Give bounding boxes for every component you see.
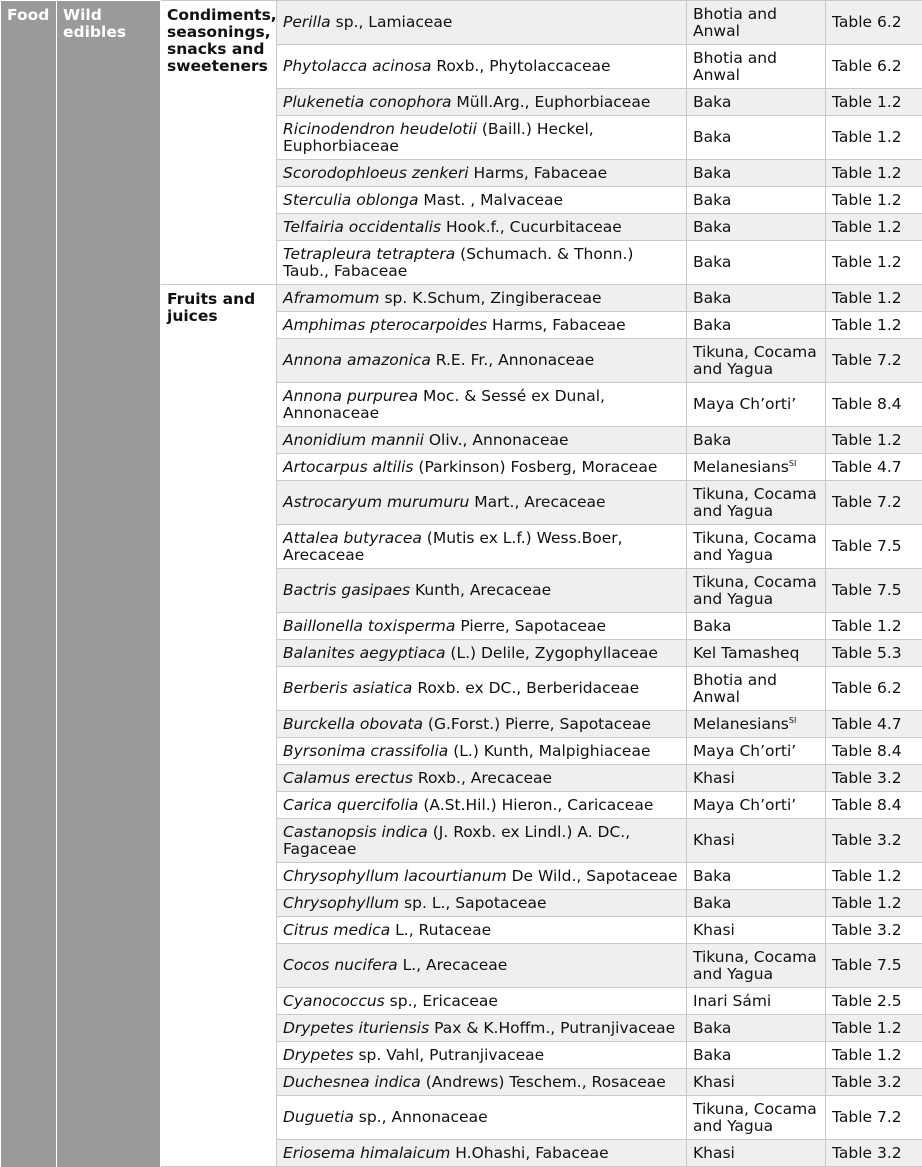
ref-cell: Table 4.7 [826, 454, 922, 481]
group-cell: Baka [687, 312, 826, 339]
ref-cell: Table 7.5 [826, 944, 922, 988]
ref-cell: Table 7.5 [826, 525, 922, 569]
ref-cell: Table 1.2 [826, 160, 922, 187]
group-cell: Baka [687, 427, 826, 454]
species-cell: Drypetes sp. Vahl, Putranjivaceae [277, 1042, 687, 1069]
table-row [1, 1, 922, 45]
group-cell: Bhotia and Anwal [687, 667, 826, 711]
ref-cell: Table 1.2 [826, 285, 922, 312]
ref-cell: Table 7.2 [826, 339, 922, 383]
species-cell: Ricinodendron heudelotii (Baill.) Heckel, Euphorbiaceae [277, 116, 687, 160]
species-cell: Carica quercifolia (A.St.Hil.) Hieron., Caricaceae [277, 792, 687, 819]
group-cell: Baka [687, 613, 826, 640]
species-cell: Berberis asiatica Roxb. ex DC., Berberidaceae [277, 667, 687, 711]
species-cell: Artocarpus altilis (Parkinson) Fosberg, Moraceae [277, 454, 687, 481]
group-cell: Inari Sámi [687, 988, 826, 1015]
category-cell: Food [1, 1, 57, 1167]
ref-cell: Table 1.2 [826, 1015, 922, 1042]
superscript-note: SI [789, 459, 796, 468]
group-cell: Tikuna, Cocama and Yagua [687, 339, 826, 383]
ref-cell: Table 5.3 [826, 640, 922, 667]
ref-cell: Table 4.7 [826, 711, 922, 738]
species-cell: Citrus medica L., Rutaceae [277, 917, 687, 944]
group-cell: Baka [687, 285, 826, 312]
species-cell: Sterculia oblonga Mast. , Malvaceae [277, 187, 687, 214]
species-cell: Plukenetia conophora Müll.Arg., Euphorbiaceae [277, 89, 687, 116]
section-label: Condiments, seasonings, snacks and sweeteners [161, 1, 277, 285]
group-cell: Baka [687, 1015, 826, 1042]
group-cell: Khasi [687, 819, 826, 863]
group-cell: Khasi [687, 765, 826, 792]
species-cell: Chrysophyllum lacourtianum De Wild., Sapotaceae [277, 863, 687, 890]
group-cell: Tikuna, Cocama and Yagua [687, 569, 826, 613]
ref-cell: Table 1.2 [826, 1042, 922, 1069]
species-cell: Phytolacca acinosa Roxb., Phytolaccaceae [277, 45, 687, 89]
group-cell: Baka [687, 89, 826, 116]
group-cell: Bhotia and Anwal [687, 45, 826, 89]
species-cell: Scorodophloeus zenkeri Harms, Fabaceae [277, 160, 687, 187]
species-cell: Cyanococcus sp., Ericaceae [277, 988, 687, 1015]
group-cell: Khasi [687, 1069, 826, 1096]
group-cell: Khasi [687, 1140, 826, 1167]
ref-cell: Table 3.2 [826, 1069, 922, 1096]
ref-cell: Table 3.2 [826, 819, 922, 863]
subcategory-cell: Wild edibles [57, 1, 161, 1167]
ref-cell: Table 1.2 [826, 863, 922, 890]
group-cell: Kel Tamasheq [687, 640, 826, 667]
ref-cell: Table 1.2 [826, 890, 922, 917]
ref-cell: Table 1.2 [826, 187, 922, 214]
species-cell: Attalea butyracea (Mutis ex L.f.) Wess.Boer, Arecaceae [277, 525, 687, 569]
ref-cell: Table 1.2 [826, 89, 922, 116]
ref-cell: Table 6.2 [826, 1, 922, 45]
ref-cell: Table 1.2 [826, 427, 922, 454]
group-cell: Maya Ch’orti’ [687, 738, 826, 765]
group-cell: Baka [687, 890, 826, 917]
group-cell: Baka [687, 187, 826, 214]
species-cell: Balanites aegyptiaca (L.) Delile, Zygophyllaceae [277, 640, 687, 667]
species-cell: Tetrapleura tetraptera (Schumach. & Thonn.) Taub., Fabaceae [277, 241, 687, 285]
species-cell: Astrocaryum murumuru Mart., Arecaceae [277, 481, 687, 525]
group-cell: Baka [687, 214, 826, 241]
species-cell: Cocos nucifera L., Arecaceae [277, 944, 687, 988]
species-cell: Byrsonima crassifolia (L.) Kunth, Malpighiaceae [277, 738, 687, 765]
species-cell: Calamus erectus Roxb., Arecaceae [277, 765, 687, 792]
ref-cell: Table 1.2 [826, 241, 922, 285]
species-cell: Drypetes ituriensis Pax & K.Hoffm., Putranjivaceae [277, 1015, 687, 1042]
ref-cell: Table 3.2 [826, 1140, 922, 1167]
group-cell: Bhotia and Anwal [687, 1, 826, 45]
ref-cell: Table 8.4 [826, 383, 922, 427]
ref-cell: Table 1.2 [826, 214, 922, 241]
ref-cell: Table 3.2 [826, 917, 922, 944]
ref-cell: Table 1.2 [826, 613, 922, 640]
group-cell: Tikuna, Cocama and Yagua [687, 481, 826, 525]
ref-cell: Table 6.2 [826, 667, 922, 711]
species-cell: Baillonella toxisperma Pierre, Sapotaceae [277, 613, 687, 640]
ref-cell: Table 3.2 [826, 765, 922, 792]
species-cell: Telfairia occidentalis Hook.f., Cucurbitaceae [277, 214, 687, 241]
species-cell: Perilla sp., Lamiaceae [277, 1, 687, 45]
group-cell: Maya Ch’orti’ [687, 383, 826, 427]
ref-cell: Table 1.2 [826, 312, 922, 339]
group-cell: Tikuna, Cocama and Yagua [687, 944, 826, 988]
group-cell: Baka [687, 116, 826, 160]
ref-cell: Table 8.4 [826, 792, 922, 819]
group-cell: Baka [687, 1042, 826, 1069]
ref-cell: Table 7.2 [826, 481, 922, 525]
ref-cell: Table 6.2 [826, 45, 922, 89]
ref-cell: Table 2.5 [826, 988, 922, 1015]
group-cell: Khasi [687, 917, 826, 944]
species-cell: Duchesnea indica (Andrews) Teschem., Rosaceae [277, 1069, 687, 1096]
group-cell: Tikuna, Cocama and Yagua [687, 525, 826, 569]
ref-cell: Table 8.4 [826, 738, 922, 765]
species-cell: Annona amazonica R.E. Fr., Annonaceae [277, 339, 687, 383]
group-cell: Maya Ch’orti’ [687, 792, 826, 819]
species-cell: Aframomum sp. K.Schum, Zingiberaceae [277, 285, 687, 312]
species-cell: Castanopsis indica (J. Roxb. ex Lindl.) A. DC., Fagaceae [277, 819, 687, 863]
group-cell: Melanesians$^{SI}$ [687, 711, 826, 738]
species-cell: Duguetia sp., Annonaceae [277, 1096, 687, 1140]
species-cell: Chrysophyllum sp. L., Sapotaceae [277, 890, 687, 917]
species-cell: Bactris gasipaes Kunth, Arecaceae [277, 569, 687, 613]
group-cell: Melanesians$^{SI}$ [687, 454, 826, 481]
species-cell: Burckella obovata (G.Forst.) Pierre, Sapotaceae [277, 711, 687, 738]
ref-cell: Table 1.2 [826, 116, 922, 160]
ref-cell: Table 7.5 [826, 569, 922, 613]
ref-cell: Table 7.2 [826, 1096, 922, 1140]
superscript-note: SI [789, 716, 796, 725]
group-cell: Baka [687, 160, 826, 187]
species-cell: Amphimas pterocarpoides Harms, Fabaceae [277, 312, 687, 339]
section-label: Fruits and juices [161, 285, 277, 1167]
group-cell: Baka [687, 863, 826, 890]
species-cell: Annona purpurea Moc. & Sessé ex Dunal, Annonaceae [277, 383, 687, 427]
species-cell: Eriosema himalaicum H.Ohashi, Fabaceae [277, 1140, 687, 1167]
species-cell: Anonidium mannii Oliv., Annonaceae [277, 427, 687, 454]
group-cell: Tikuna, Cocama and Yagua [687, 1096, 826, 1140]
group-cell: Baka [687, 241, 826, 285]
